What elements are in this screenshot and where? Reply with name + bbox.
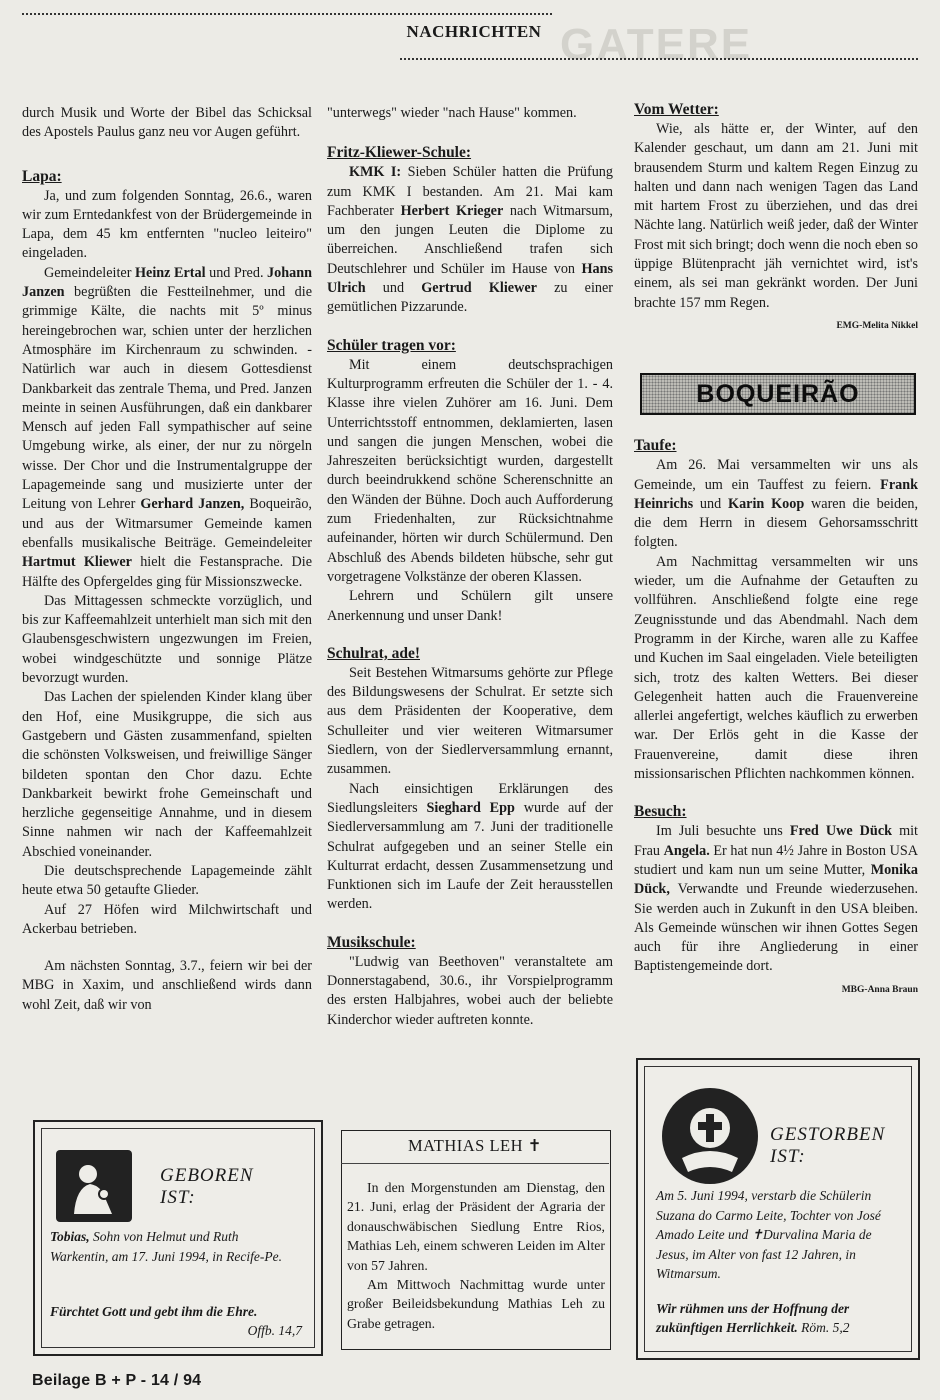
lapa-paragraph-5: Die deutschsprechende Lapagemeinde zählt heute etwa 50 getaufte Glieder. bbox=[22, 862, 312, 899]
signature-besuch: MBG-Anna Braun bbox=[841, 984, 918, 995]
boqueirao-banner bbox=[640, 373, 916, 415]
lapa-paragraph-6: Auf 27 Höfen wird Milchwirtschaft und Ackerbau betrieben. bbox=[22, 901, 312, 937]
born-text: Tobias, Sohn von Helmut und Ruth Warkentin, am 17. Juni 1994, in Recife-Pe. bbox=[50, 1229, 282, 1264]
page-footer: Beilage B + P - 14 / 94 bbox=[32, 1372, 202, 1389]
header-rule-left bbox=[22, 13, 552, 15]
wetter-paragraph: Wie, als hätte er, der Winter, auf den Kalender geschaut, um dann am 21. Juni mit brausendem Sturm und kaltem Regen Einzug zu halten und dann nach wenigen Tagen das Land mit hartem Frost zu überziehen, und das drei Nächte lang. Natürlich weiß jeder, daß der Winter Frost mit sich bringt; doch wenn die noch eben so üppige Blütenpracht jäh vernichtet wird, ist's einem, als sei man gekränkt worden. Der Juni brachte 157 mm Regen. bbox=[634, 121, 918, 311]
mathias-title-rule bbox=[341, 1163, 609, 1164]
born-motto: Fürchtet Gott und gebt ihm die Ehre. Offb. 14,7 bbox=[50, 1304, 302, 1338]
cross-icon: ✝ bbox=[751, 1227, 763, 1242]
column-2 bbox=[327, 104, 613, 1030]
mathias-paragraph-2: Am Mittwoch Nachmittag wurde unter großer Beileidsbekundung Mathias Leh zu Grabe getragen. bbox=[347, 1277, 605, 1331]
dead-scripture-ref: Röm. 5,2 bbox=[801, 1320, 850, 1335]
taufe-paragraph-2: Am Nachmittag versammelten wir uns wieder, um die Aufnahme der Getauften zu vollführen. Anschließend folgte eine rege Zeugnisstunde und das Abendmahl. Nach dem Programm in der Kirche, waren alle zu Kaffee und Kuchen im Saal eingeladen. Viele beteiligten sich, trotz des kalten Wetters. Bei dieser Gelegenheit hatten auch die Frauenvereine allerlei angefertigt, welches käuflich zu erwerben war. Der Erlös geht in die Kasse der Frauenvereine, damit diese ihren missionsarischen Pflichten nachkommen können. bbox=[634, 553, 918, 783]
column-3 bbox=[634, 100, 918, 1000]
born-title: GEBOREN IST: bbox=[160, 1165, 254, 1208]
intro-paragraph-2: "unterwegs" wieder "nach Hause" kommen. bbox=[327, 105, 577, 121]
lapa-paragraph-1: Ja, und zum folgenden Sonntag, 26.6., waren wir zum Erntedankfest von der Brüdergemeinde in Lapa, dem 45 km entfernten "nucleo leiteiro" eingeladen. bbox=[22, 187, 312, 262]
lapa-paragraph-4: Das Lachen der spielenden Kinder klang über den Hof, eine Musikgruppe, die sich aus Gastgebern und Gästen zusammenfand, spielten die schönsten Volksweisen, und freiwillige Sänger bildeten spontan den Chor dazu. Echte Dankbarkeit bewirkt frohe Gemeinschaft und herzliche gegenseitige Annahme, und in diesem Sinne nahmen wir nach der Kaffeemahlzeit Abschied voneinander. bbox=[22, 689, 312, 860]
heading-fritz-kliewer-schule: Fritz-Kliewer-Schule: bbox=[327, 144, 472, 162]
musik-paragraph: "Ludwig van Beethoven" veranstaltete am Donnerstagabend, 30.6., ihr Vorspielprogramm des ersten Halbjahres, wobei auch der beliebte Kinderchor wieder auftreten konnte. bbox=[327, 953, 613, 1028]
taufe-paragraph-1: Am 26. Mai versammelten wir uns als Gemeinde, um ein Tauffest zu feiern. Frank Heinrichs und Karin Koop waren die beiden, die dem Herrn in diesem Gehorsamsschritt folgten. bbox=[634, 457, 919, 551]
cross-emblem-icon bbox=[662, 1088, 758, 1184]
mathias-text bbox=[347, 1178, 605, 1333]
bleed-through-text: GATERE bbox=[560, 20, 753, 69]
heading-schulrat-ade: Schulrat, ade! bbox=[327, 644, 420, 662]
section-title: NACHRICHTEN bbox=[406, 22, 542, 41]
header-rule-right bbox=[400, 58, 918, 60]
intro-paragraph: durch Musik und Worte der Bibel das Schicksal des Apostels Paulus ganz neu vor Augen geführt. bbox=[22, 105, 312, 141]
born-scripture-ref: Offb. 14,7 bbox=[247, 1323, 302, 1338]
dead-text: Am 5. Juni 1994, verstarb die Schülerin Suzana do Carmo Leite, Tochter von José Amado Leite und ✝Durvalina Maria de Jesus, im Alter von fast 12 Jahren, in Witmarsum. bbox=[656, 1188, 881, 1281]
banner-text: BOQUEIRÃO bbox=[696, 380, 860, 408]
mother-child-icon bbox=[56, 1150, 132, 1222]
lapa-paragraph-3: Das Mittagessen schmeckte vorzüglich, und bis zur Kaffeemahlzeit unterhielt man sich mit den Glaubensgeschwistern ungezwungen im Freien, wobei windgeschützte und sonnige Plätze bevorzugt wurden. bbox=[22, 592, 312, 687]
dead-title: GESTORBEN IST: bbox=[770, 1124, 886, 1167]
mathias-paragraph-1: In den Morgenstunden am Dienstag, den 21. Juni, erlag der Präsident der Agraria der donauschwäbischen Siedlung Entre Rios, Mathias Leh, einem schweren Leiden im Alter von 57 Jahren. bbox=[347, 1180, 605, 1273]
signature-wetter: EMG-Melita Nikkel bbox=[836, 320, 918, 331]
schulrat-paragraph-2: Nach einsichtigen Erklärungen des Siedlungsleiters Sieghard Epp wurde auf der Siedlerversammlung am 7. Juni der traditionelle Schulrat aufgegeben und an seiner Stelle ein Kulturrat erdacht, dessen Zusammensetzung und Funktionen sich im Laufe der Zeit herausstellen werden. bbox=[327, 780, 614, 913]
besuch-paragraph: Im Juli besuchte uns Fred Uwe Dück mit Frau Angela. Er hat nun 4½ Jahre in Boston USA studiert und kam nun um seine Mutter, Monika Dück, Verwandte und Freunde wiederzusehen. Sie werden auch in Zukunft in den USA bleiben. Als Gemeinde wünschen wir ihnen Gottes Segen auch für ihre Angliederung in einer Baptistengemeinde dort. bbox=[634, 823, 918, 975]
heading-lapa: Lapa: bbox=[22, 167, 62, 185]
dead-motto: Wir rühmen uns der Hoffnung der zukünftigen Herrlichkeit. Röm. 5,2 bbox=[656, 1301, 850, 1335]
column-1 bbox=[22, 104, 312, 1015]
heading-vom-wetter: Vom Wetter: bbox=[634, 101, 719, 118]
fritz-paragraph: KMK I: Sieben Schüler hatten die Prüfung zum KMK I bestanden. Am 21. Mai kam Fachberater Herbert Krieger nach Witmarsum, um den jungen Leuten die Diplome zu überreichen. Anschließend trafen sich Deutschlehrer und Schüler im Hause von Hans Ulrich und Gertrud Kliewer zu einer gemütlichen Pizzarunde. bbox=[327, 164, 614, 316]
schulrat-paragraph-1: Seit Bestehen Witmarsums gehörte zur Pflege des Bildungswesens der Schulrat. Er setzte sich aus dem Präsidenten der Kooperative, dem Schulleiter und vier weiteren Witmarsumer Siedlern, von der Siedlerversammlung ernannt, zusammen. bbox=[327, 664, 613, 778]
lapa-paragraph-7: Am nächsten Sonntag, 3.7., feiern wir bei der MBG in Xaxim, und anschließend wirds dann wohl Zeit, daß wir von bbox=[22, 958, 312, 1013]
mathias-title: MATHIAS LEH ✝ bbox=[408, 1136, 542, 1155]
heading-besuch: Besuch: bbox=[634, 803, 687, 821]
heading-taufe: Taufe: bbox=[634, 437, 677, 455]
schueler-paragraph-2: Lehrern und Schülern gilt unsere Anerkennung und unser Dank! bbox=[327, 588, 613, 624]
schueler-paragraph-1: Mit einem deutschsprachigen Kulturprogramm erfreuten die Schüler der 1. - 4. Klasse ihre vielen Zuhörer am 16. Juni. Dem Unterrichtsstoff entnommen, deklamierten, lasen und sangen die jungen Menschen, wobei die Jahreszeiten berücksichtigt wurden, dargestellt durch beeindrukkend schöne Scherenschnitte an den Wänden der Bühne. Doch auch Aufforderung zum Friedenhalten, zur Rücksichtnahme aufeinander, hörten wir durch Schülermund. Den Abschluß des Abends bildeten hübsche, sehr gut vorgetragene Volkstänze der oberen Klassen. bbox=[327, 356, 613, 585]
heading-schueler-tragen-vor: Schüler tragen vor: bbox=[327, 336, 456, 354]
lapa-paragraph-2: Gemeindeleiter Heinz Ertal und Pred. Johann Janzen begrüßten die Festteilnehmer, und die grimmige Kälte, die nachts mit 5º minus hereingebrochen war, schien unter der herzlichen Atmosphäre im Kirchenraum zu schwinden. - Natürlich war auch in diesem Gottesdienst Dankbarkeit das zentrale Thema, und Pred. Janzen meinte in seinen Ausführungen, daß ein dankbarer Mensch auf jeden Fall sympathischer auf seine Umgebung wirke, als einer, der nur zu nörgeln wisse. Der Chor und die Instrumentalgruppe der Lapagemeinde sang und musizierte unter der Leitung von Lehrer Gerhard Janzen, Boqueirão, und aus der Witmarsumer Gemeinde kamen ebenfalls musikalische Beiträge. Gemeindeleiter Hartmut Kliewer hielt die Festansprache. Die Hälfte des Opfergeldes ging für Missionszwecke. bbox=[22, 264, 312, 590]
heading-musikschule: Musikschule: bbox=[327, 933, 416, 951]
cross-icon: ✝ bbox=[527, 1136, 542, 1155]
